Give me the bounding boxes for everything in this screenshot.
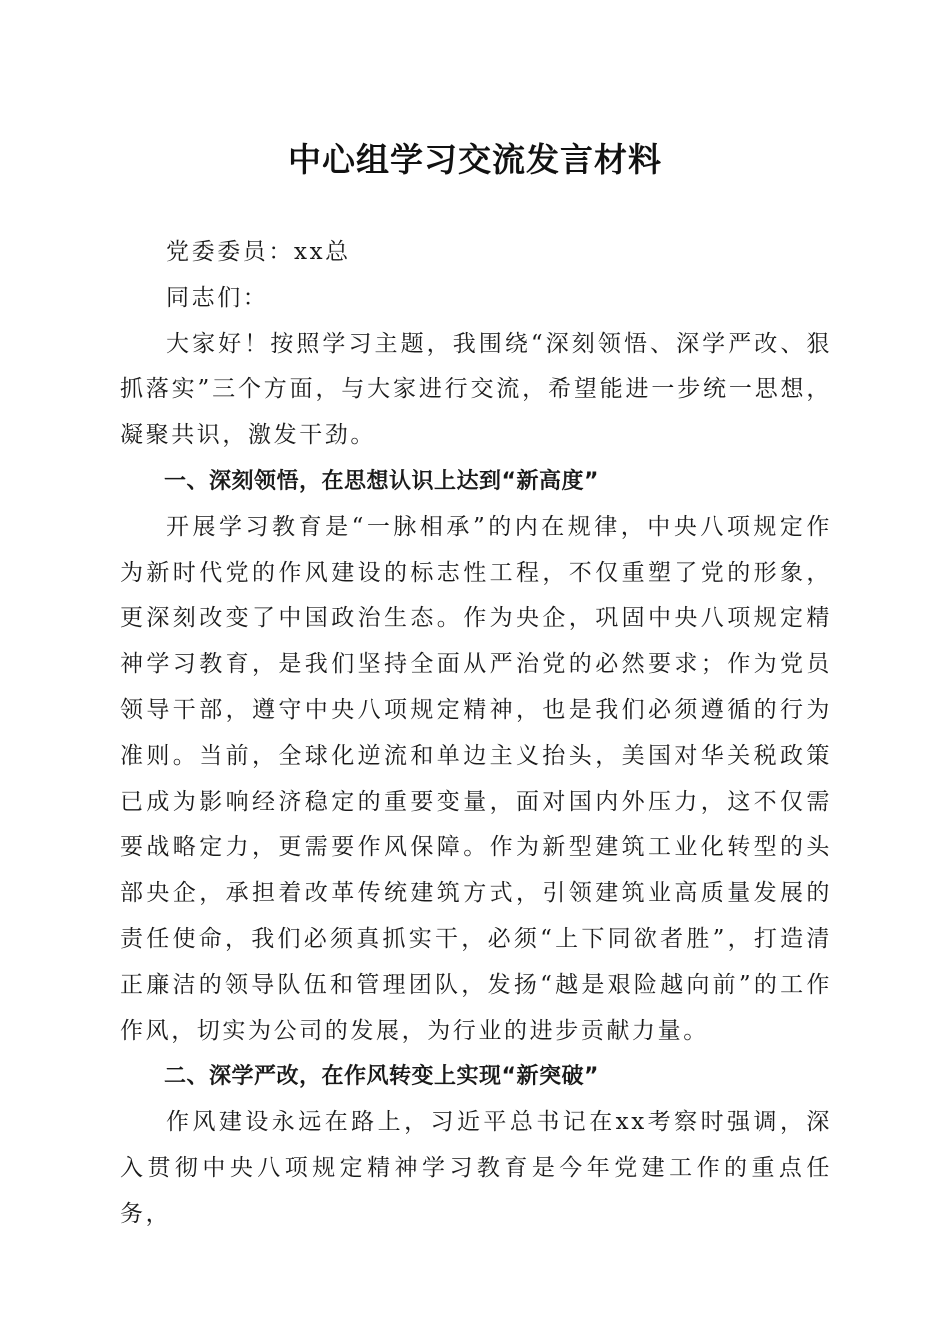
section-2-heading: 二、深学严改，在作风转变上实现“新突破” — [164, 1064, 599, 1090]
speaker-line: 党委委员：xx总 — [166, 239, 351, 265]
section-1-paragraph: 开展学习教育是“一脉相承”的内在规律，中央八项规定作为新时代党的作风建设的标志性工程，不仅重塑了党的形象，更深刻改变了中国政治生态。作为央企，巩固中央八项规定精神学习教育，是我们坚持全面从严治党的必然要求；作为党员领导干部，遵守中央八项规定精神，也是我们必须遵循的行为准则。当前，全球化逆流和单边主义抬头，美国对华关税政策已成为影响经济稳定的重要变量，面对国内外压力，这不仅需要战略定力，更需要作风保障。作为新型建筑工业化转型的头部央企，承担着改革传统建筑方式，引领建筑业高质量发展的责任使命，我们必须真抓实干，必须“上下同欲者胜”，打造清正廉洁的领导队伍和管理团队，发扬“越是艰险越向前”的工作作风，切实为公司的发展，为行业的进步贡献力量。 — [120, 513, 832, 1044]
intro-paragraph: 大家好！按照学习主题，我围绕“深刻领悟、深学严改、狠抓落实”三个方面，与大家进行交流，希望能进一步统一思想，凝聚共识，激发干劲。 — [120, 330, 832, 449]
document-body — [120, 230, 832, 1238]
section-1-heading: 一、深刻领悟，在思想认识上达到“新高度” — [164, 468, 599, 494]
document-title: 中心组学习交流发言材料 — [288, 140, 662, 179]
section-2-paragraph: 作风建设永远在路上，习近平总书记在xx考察时强调，深入贯彻中央八项规定精神学习教育是今年党建工作的重点任务， — [120, 1109, 832, 1227]
greeting-line: 同志们： — [166, 284, 269, 311]
